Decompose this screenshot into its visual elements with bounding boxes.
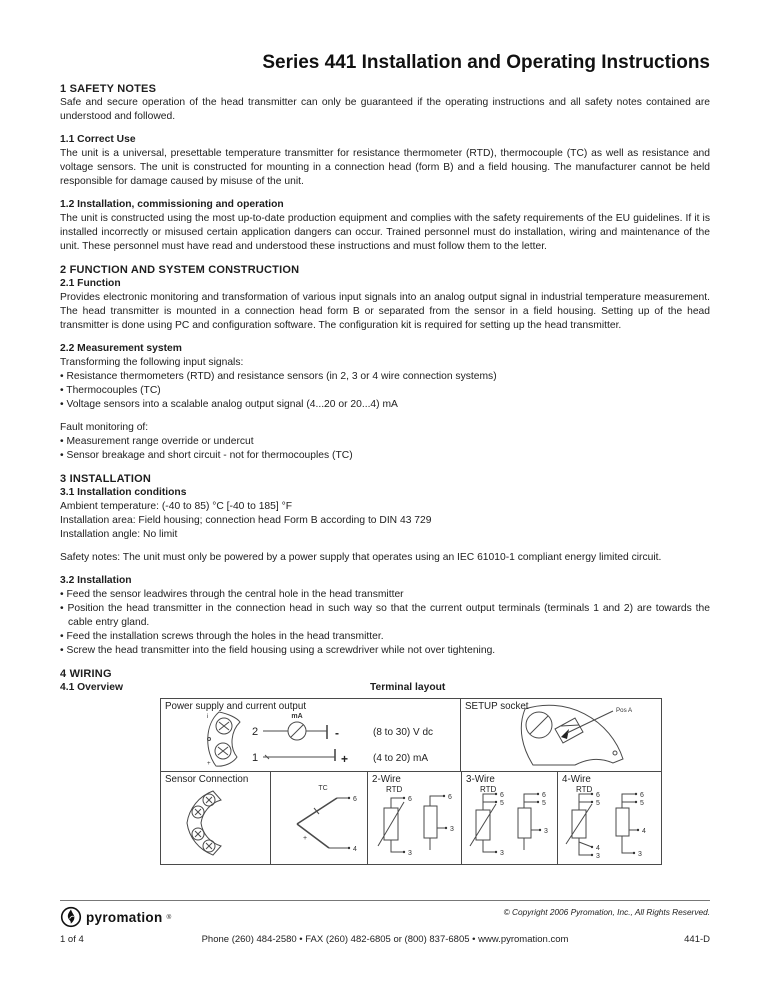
svg-text:5: 5 (596, 800, 600, 807)
svg-text:6: 6 (448, 794, 452, 801)
four-wire-label: 4-Wire (562, 774, 591, 785)
svg-text:3: 3 (500, 850, 504, 857)
paragraph-correct-use: The unit is a universal, presettable temperature transmitter for resistance thermometer (RTD), thermocouple (TC) as well as resistance and voltage sensors. The unit is constructed for mounting in a connection head (form B) and a field housing. The manufacturer cannot be held responsible for damage caused by misuse of the unit. (60, 148, 710, 187)
copyright-text: © Copyright 2006 Pyromation, Inc., All Rights Reserved. (503, 907, 710, 917)
svg-text:+: + (207, 760, 211, 767)
svg-text:6: 6 (596, 792, 600, 799)
sensor-connection-label: Sensor Connection (165, 774, 249, 785)
four-wire-cell (558, 772, 661, 864)
pyromation-flame-icon (60, 905, 82, 929)
condition-line: Installation area: Field housing; connection head Form B according to DIN 43 729 (60, 515, 432, 526)
figure-title: Terminal layout (370, 682, 446, 693)
three-wire-diagram (462, 792, 558, 862)
heading-wiring: 4 WIRING (60, 668, 112, 680)
three-wire-label: 3-Wire (466, 774, 495, 785)
condition-line: Ambient temperature: (-40 to 85) °C [-40 to 185] °F (60, 501, 293, 512)
svg-text:i: i (207, 713, 209, 720)
list-item: • Resistance thermometers (RTD) and resistance sensors (in 2, 3 or 4 wire connection systems) (60, 371, 497, 382)
setup-socket-cell (461, 699, 661, 771)
heading-correct-use: 1.1 Correct Use (60, 134, 136, 145)
document-code: 441-D (684, 934, 710, 945)
tc-cell (271, 772, 368, 864)
sensor-connection-diagram (183, 789, 253, 859)
heading-function: 2.1 Function (60, 278, 121, 289)
list-item: • Position the head transmitter in the connection head in such way so that the current output terminals (terminals 1 and 2) are towards the cable entry gland. (60, 603, 710, 628)
svg-text:6: 6 (640, 792, 644, 799)
power-supply-diagram (167, 711, 463, 769)
svg-text:TC: TC (318, 785, 328, 792)
fault-monitoring-intro: Fault monitoring of: (60, 422, 149, 433)
svg-text:(8 to 30) V dc: (8 to 30) V dc (373, 727, 434, 738)
svg-text:4: 4 (596, 845, 600, 852)
list-item: • Screw the head transmitter into the field housing using a screwdriver while not over tightening. (60, 645, 496, 656)
terminal-layout-figure (160, 698, 662, 865)
paragraph-installation-commissioning: The unit is constructed using the most up-to-date production equipment and complies with the safety requirements of the EU guidelines. If it is installed incorrectly or misused certain application dangers can occur. Trained personnel must do installation, wiring and maintenance of the unit. These personnel must have read and understood these instructions and must follow them to the letter. (60, 213, 710, 252)
svg-text:+: + (303, 835, 308, 842)
list-item: • Measurement range override or undercut (60, 436, 254, 447)
page-number: 1 of 4 (60, 934, 84, 945)
four-wire-diagram (558, 792, 656, 862)
brand-name: pyromation (86, 909, 163, 925)
two-wire-label: 2-Wire (372, 774, 401, 785)
svg-text:6: 6 (408, 796, 412, 803)
two-wire-rtd-label: RTD (386, 785, 403, 794)
two-wire-cell (368, 772, 462, 864)
paragraph-safety: Safe and secure operation of the head transmitter can only be guaranteed if the operating instructions and all safety notes contained are understood and followed. (60, 97, 710, 122)
svg-text:5: 5 (542, 800, 546, 807)
svg-text:2: 2 (251, 726, 259, 738)
svg-text:5: 5 (640, 800, 644, 807)
list-item: • Feed the sensor leadwires through the central hole in the head transmitter (60, 589, 404, 600)
svg-text:6: 6 (353, 796, 357, 803)
heading-overview: 4.1 Overview (60, 682, 123, 693)
list-item: • Thermocouples (TC) (60, 385, 161, 396)
svg-text:3: 3 (408, 850, 412, 857)
paragraph-safety-note: Safety notes: The unit must only be powered by a power supply that operates using an IEC 61010-1 compliant energy limited circuit. (60, 552, 662, 563)
svg-text:1: 1 (251, 752, 259, 764)
registered-mark: ® (166, 913, 172, 921)
svg-text:4: 4 (353, 846, 357, 853)
condition-line: Installation angle: No limit (60, 529, 178, 540)
page-footer (60, 900, 710, 945)
heading-installation-commissioning: 1.2 Installation, commissioning and operation (60, 199, 284, 210)
svg-text:(4 to 20) mA: (4 to 20) mA (373, 753, 429, 764)
three-wire-rtd-label: RTD (480, 785, 497, 794)
contact-info: Phone (260) 484-2580 • FAX (260) 482-6805 or (800) 837-6805 • www.pyromation.com (201, 934, 569, 945)
power-supply-label: Power supply and current output (165, 701, 307, 712)
heading-function-system: 2 FUNCTION AND SYSTEM CONSTRUCTION (60, 264, 300, 276)
paragraph-function: Provides electronic monitoring and transformation of various input signals into an analog output signal in industrial temperature measurement. The head transmitter is mounted in a connection head form B or separated from the sensor in a field housing. Setting up of the head transmitter is done using PC and configuration software. The configuration kit is required for setting up the head transmitter. (60, 292, 710, 331)
heading-installation-steps: 3.2 Installation (60, 575, 132, 586)
svg-text:mA: mA (291, 713, 303, 720)
list-item: • Sensor breakage and short circuit - not for thermocouples (TC) (60, 450, 353, 461)
three-wire-cell (462, 772, 558, 864)
svg-text:3: 3 (450, 826, 454, 833)
page-title: Series 441 Installation and Operating Instructions (262, 52, 710, 73)
measurement-intro: Transforming the following input signals: (60, 357, 244, 368)
document-content (60, 0, 710, 865)
heading-installation: 3 INSTALLATION (60, 473, 151, 485)
svg-text:+: + (341, 752, 349, 766)
svg-text:3: 3 (638, 851, 642, 858)
two-wire-diagram (368, 792, 462, 862)
svg-text:3: 3 (596, 853, 600, 860)
setup-socket-label: SETUP socket (465, 701, 529, 712)
svg-text:5: 5 (500, 800, 504, 807)
four-wire-rtd-label: RTD (576, 785, 593, 794)
heading-measurement-system: 2.2 Measurement system (60, 343, 182, 354)
power-supply-cell (161, 699, 461, 771)
svg-text:6: 6 (500, 792, 504, 799)
list-item: • Voltage sensors into a scalable analog output signal (4...20 or 20...4) mA (60, 399, 398, 410)
heading-safety-notes: 1 SAFETY NOTES (60, 83, 157, 95)
sensor-connection-cell (161, 772, 271, 864)
svg-text:3: 3 (544, 828, 548, 835)
svg-text:-: - (335, 726, 339, 740)
svg-text:6: 6 (542, 792, 546, 799)
brand-logo (60, 905, 171, 929)
svg-text:4: 4 (642, 828, 646, 835)
svg-text:Pos A: Pos A (616, 707, 633, 714)
list-item: • Feed the installation screws through the holes in the head transmitter. (60, 631, 384, 642)
tc-diagram (271, 772, 366, 860)
heading-installation-conditions: 3.1 Installation conditions (60, 487, 187, 498)
